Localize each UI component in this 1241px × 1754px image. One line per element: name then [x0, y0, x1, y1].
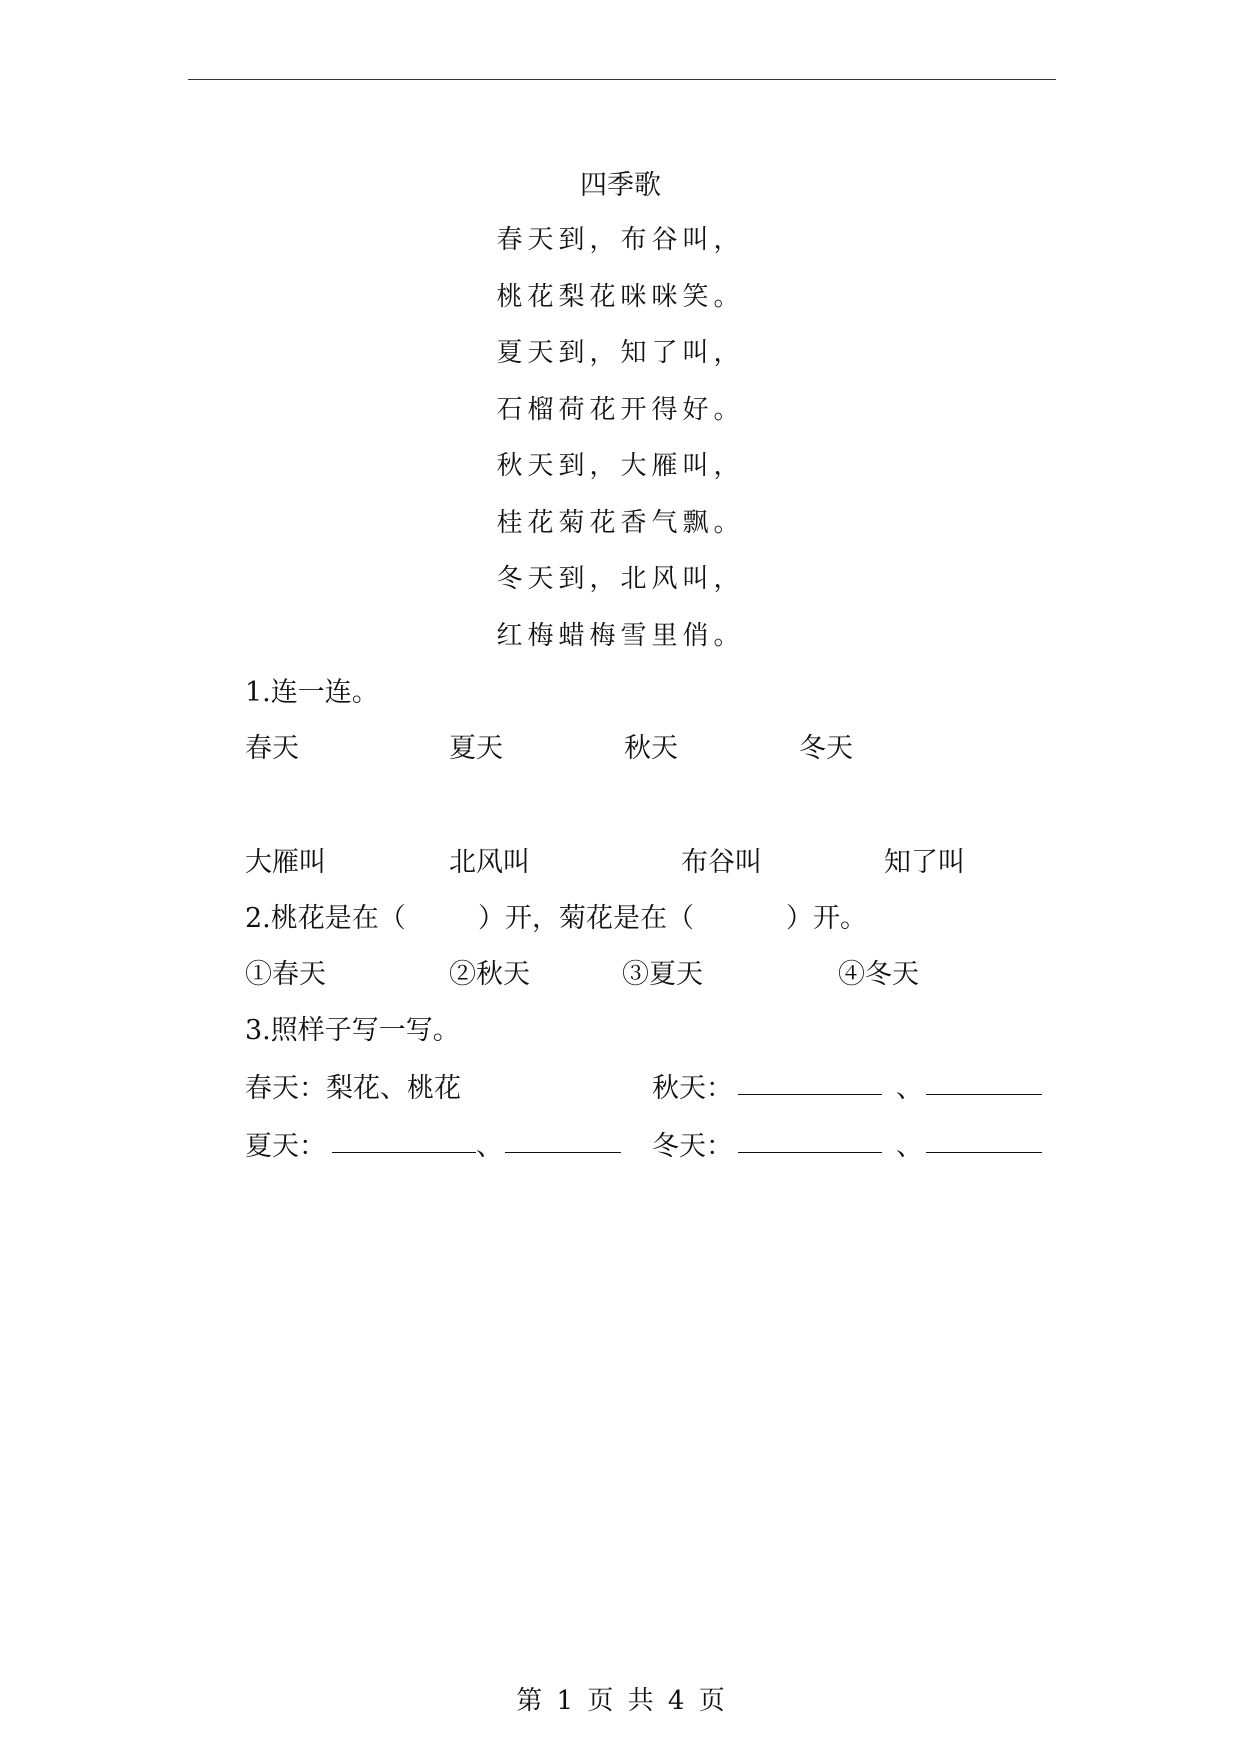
page-title: 四季歌 — [580, 170, 661, 201]
q3-winter-blank-1[interactable] — [738, 1124, 882, 1153]
q3-summer-blank-1[interactable] — [332, 1124, 476, 1153]
page-footer: 第 1 页 共 4 页 — [516, 1686, 725, 1716]
q3-autumn-separator: 、 — [896, 1073, 923, 1104]
q1-season-winter: 冬天 — [799, 733, 853, 764]
q3-winter-label: 冬天： — [652, 1131, 733, 1162]
question-1-label: 1.连一连。 — [245, 677, 379, 708]
q1-season-spring: 春天 — [245, 733, 299, 764]
poem-line-3: 夏天到，知了叫， — [496, 338, 745, 368]
q1-call-north-wind: 北风叫 — [449, 847, 530, 878]
poem-line-7: 冬天到，北风叫， — [496, 564, 745, 594]
q3-autumn-blank-2[interactable] — [926, 1066, 1042, 1095]
q3-summer-separator: 、 — [476, 1131, 503, 1162]
q2-option-1: ①春天 — [245, 959, 326, 990]
q3-example: 春天：梨花、桃花 — [245, 1073, 461, 1104]
q1-call-cicada: 知了叫 — [884, 847, 965, 878]
q1-season-autumn: 秋天 — [624, 733, 678, 764]
poem-line-8: 红梅蜡梅雪里俏。 — [496, 621, 745, 651]
q2-option-2: ②秋天 — [449, 959, 530, 990]
q3-autumn-blank-1[interactable] — [738, 1066, 882, 1095]
poem-line-4: 石榴荷花开得好。 — [496, 395, 745, 425]
question-2-part-3: ）开。 — [786, 903, 867, 934]
q2-option-3: ③夏天 — [622, 959, 703, 990]
q3-winter-blank-2[interactable] — [926, 1124, 1042, 1153]
poem-line-2: 桃花梨花咪咪笑。 — [496, 282, 745, 312]
q3-summer-blank-2[interactable] — [505, 1124, 621, 1153]
q3-autumn-label: 秋天： — [652, 1073, 733, 1104]
header-rule — [188, 79, 1056, 80]
q3-winter-separator: 、 — [896, 1131, 923, 1162]
q1-season-summer: 夏天 — [449, 733, 503, 764]
question-3-label: 3.照样子写一写。 — [245, 1015, 460, 1046]
q1-call-cuckoo: 布谷叫 — [681, 847, 762, 878]
q3-summer-label: 夏天： — [245, 1131, 326, 1162]
question-2-part-2: ）开，菊花是在（ — [478, 903, 694, 934]
q1-call-wild-goose: 大雁叫 — [245, 847, 326, 878]
poem-line-6: 桂花菊花香气飘。 — [496, 508, 745, 538]
poem-line-5: 秋天到，大雁叫， — [496, 451, 745, 481]
question-2-part-1: 2.桃花是在（ — [245, 903, 406, 934]
q2-option-4: ④冬天 — [838, 959, 919, 990]
poem-line-1: 春天到，布谷叫， — [496, 225, 745, 255]
